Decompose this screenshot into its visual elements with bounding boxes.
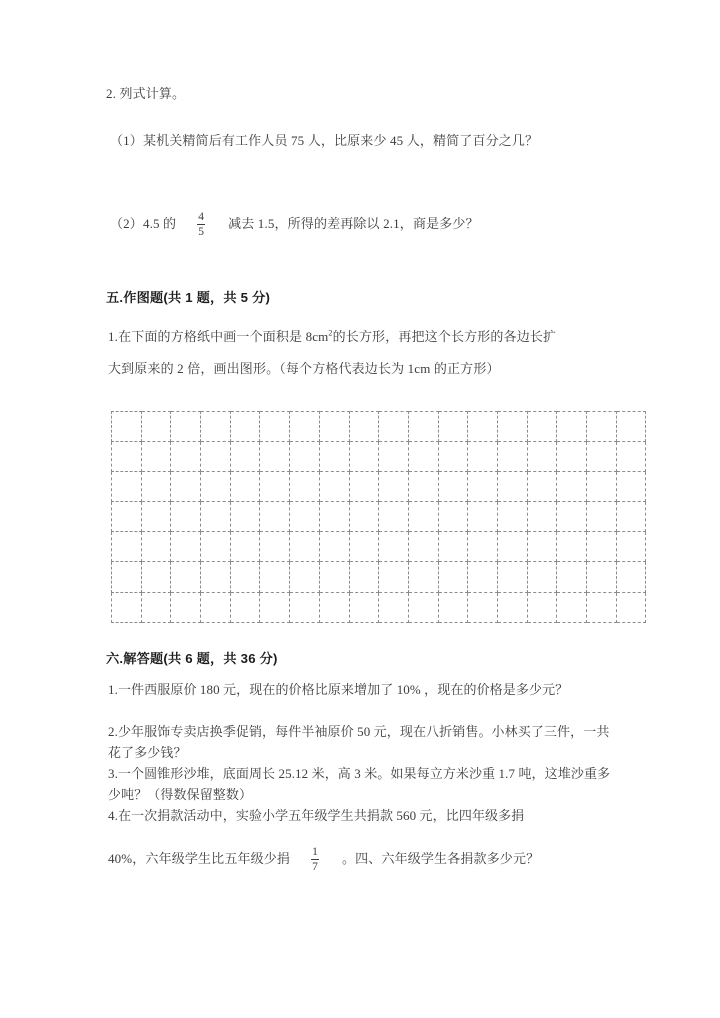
- grid-cell[interactable]: [141, 502, 171, 532]
- grid-cell[interactable]: [616, 412, 646, 442]
- grid-row: [112, 472, 646, 502]
- grid-cell[interactable]: [112, 592, 142, 622]
- grid-cell[interactable]: [260, 472, 290, 502]
- grid-cell[interactable]: [290, 502, 320, 532]
- grid-cell[interactable]: [527, 502, 557, 532]
- grid-cell[interactable]: [171, 442, 201, 472]
- fraction-numerator: 1: [312, 846, 318, 858]
- grid-cell[interactable]: [557, 592, 587, 622]
- section-five-problem-line1: [108, 327, 556, 346]
- problem-3-text: 一个圆锥形沙堆，底面周长 25.12 米，高 3 米。如果每立方米沙重 1.7 吨，这堆沙重多少吨？（得数保留整数）: [108, 766, 611, 802]
- top-item-2-text-after: 减去 1.5，所得的差再除以 2.1，商是多少？: [228, 216, 479, 232]
- problem-2-number: 2.: [108, 724, 118, 739]
- top-item-2-label-text: （2）: [110, 216, 143, 232]
- grid-cell[interactable]: [201, 532, 231, 562]
- grid-cell[interactable]: [616, 532, 646, 562]
- grid-cell[interactable]: [557, 562, 587, 592]
- grid-cell[interactable]: [587, 412, 617, 442]
- grid-cell[interactable]: [171, 472, 201, 502]
- grid-cell[interactable]: [230, 412, 260, 442]
- grid-cell[interactable]: [141, 472, 171, 502]
- grid-cell[interactable]: [587, 442, 617, 472]
- grid-cell[interactable]: [141, 412, 171, 442]
- section-five-problem-text-b: 的长方形，再把这个长方形的各边长扩: [332, 329, 557, 344]
- grid-cell[interactable]: [201, 472, 231, 502]
- grid-cell[interactable]: [408, 592, 438, 622]
- grid-cell[interactable]: [319, 472, 349, 502]
- grid-cell[interactable]: [497, 562, 527, 592]
- grid-cell[interactable]: [379, 472, 409, 502]
- grid-cell[interactable]: [438, 442, 468, 472]
- grid-cell[interactable]: [290, 562, 320, 592]
- grid-paper-body: [112, 412, 646, 623]
- section-five-problem-number: 1.: [108, 329, 119, 344]
- grid-cell[interactable]: [290, 592, 320, 622]
- grid-cell[interactable]: [587, 472, 617, 502]
- top-item-1: [110, 131, 538, 150]
- grid-row: [112, 562, 646, 592]
- grid-cell[interactable]: [141, 592, 171, 622]
- grid-cell[interactable]: [438, 412, 468, 442]
- grid-cell[interactable]: [379, 562, 409, 592]
- grid-cell[interactable]: [379, 502, 409, 532]
- grid-cell[interactable]: [290, 532, 320, 562]
- grid-cell[interactable]: [201, 442, 231, 472]
- grid-cell[interactable]: [438, 472, 468, 502]
- grid-row: [112, 412, 646, 442]
- grid-cell[interactable]: [497, 472, 527, 502]
- section-six-problem-4-line1: [108, 805, 620, 826]
- grid-cell[interactable]: [468, 592, 498, 622]
- fraction-one-seventh: [310, 846, 320, 874]
- grid-cell[interactable]: [230, 532, 260, 562]
- grid-cell[interactable]: [230, 442, 260, 472]
- grid-cell[interactable]: [171, 502, 201, 532]
- grid-cell[interactable]: [527, 562, 557, 592]
- grid-cell[interactable]: [438, 562, 468, 592]
- grid-cell[interactable]: [557, 532, 587, 562]
- grid-cell[interactable]: [349, 592, 379, 622]
- grid-cell[interactable]: [497, 442, 527, 472]
- grid-row: [112, 502, 646, 532]
- grid-cell[interactable]: [201, 592, 231, 622]
- fraction-four-fifths: [196, 211, 206, 239]
- grid-cell[interactable]: [290, 472, 320, 502]
- grid-cell[interactable]: [171, 412, 201, 442]
- grid-cell[interactable]: [616, 592, 646, 622]
- grid-cell[interactable]: [616, 502, 646, 532]
- grid-cell[interactable]: [408, 412, 438, 442]
- grid-cell[interactable]: [527, 442, 557, 472]
- section-six-problem-1: [108, 679, 620, 700]
- grid-cell[interactable]: [527, 472, 557, 502]
- fraction-numerator: 4: [198, 211, 205, 223]
- grid-cell[interactable]: [527, 532, 557, 562]
- grid-cell[interactable]: [230, 592, 260, 622]
- grid-cell[interactable]: [260, 532, 290, 562]
- grid-cell[interactable]: [408, 562, 438, 592]
- grid-cell[interactable]: [171, 562, 201, 592]
- grid-cell[interactable]: [557, 502, 587, 532]
- fraction-denominator: 5: [198, 226, 205, 239]
- grid-cell[interactable]: [349, 442, 379, 472]
- grid-cell[interactable]: [527, 412, 557, 442]
- grid-cell[interactable]: [438, 532, 468, 562]
- grid-row: [112, 592, 646, 622]
- grid-cell[interactable]: [497, 502, 527, 532]
- grid-cell[interactable]: [587, 592, 617, 622]
- grid-cell[interactable]: [319, 562, 349, 592]
- grid-cell[interactable]: [527, 592, 557, 622]
- grid-cell[interactable]: [171, 532, 201, 562]
- top-item-2: [110, 210, 479, 238]
- problem-1-number: 1.: [108, 682, 118, 697]
- grid-cell[interactable]: [141, 532, 171, 562]
- grid-cell[interactable]: [438, 502, 468, 532]
- grid-cell[interactable]: [408, 502, 438, 532]
- section-five-problem-line2: 大到原来的 2 倍，画出图形。（每个方格代表边长为 1cm 的正方形）: [108, 361, 500, 376]
- square-unit-superscript: 2: [328, 328, 333, 338]
- grid-cell[interactable]: [141, 562, 171, 592]
- problem-1-text: 一件西服原价 180 元，现在的价格比原来增加了 10% ，现在的价格是多少元？: [117, 682, 569, 697]
- grid-cell[interactable]: [408, 472, 438, 502]
- grid-cell[interactable]: [141, 442, 171, 472]
- top-section-heading: 2. 列式计算。: [106, 86, 186, 101]
- section-six-problem-3: [108, 763, 620, 805]
- grid-cell[interactable]: [201, 502, 231, 532]
- top-item-1-text: 某机关精简后有工作人员 75 人，比原来少 45 人，精简了百分之几？: [142, 133, 539, 148]
- grid-cell[interactable]: [616, 442, 646, 472]
- grid-cell[interactable]: [497, 532, 527, 562]
- grid-cell[interactable]: [349, 412, 379, 442]
- grid-cell[interactable]: [290, 442, 320, 472]
- grid-cell[interactable]: [201, 412, 231, 442]
- grid-cell[interactable]: [497, 412, 527, 442]
- grid-cell[interactable]: [587, 532, 617, 562]
- grid-cell[interactable]: [112, 502, 142, 532]
- grid-cell[interactable]: [616, 562, 646, 592]
- grid-cell[interactable]: [290, 412, 320, 442]
- grid-cell[interactable]: [230, 472, 260, 502]
- grid-cell[interactable]: [230, 502, 260, 532]
- grid-cell[interactable]: [319, 442, 349, 472]
- grid-paper[interactable]: [111, 411, 646, 623]
- grid-cell[interactable]: [468, 442, 498, 472]
- problem-4-text-before: 在一次捐款活动中，实验小学五年级学生共捐款 560 元，比四年级多捐: [117, 808, 525, 823]
- grid-cell[interactable]: [379, 592, 409, 622]
- grid-cell[interactable]: [319, 592, 349, 622]
- grid-cell[interactable]: [349, 472, 379, 502]
- grid-cell[interactable]: [349, 562, 379, 592]
- grid-cell[interactable]: [349, 502, 379, 532]
- grid-cell[interactable]: [557, 442, 587, 472]
- problem-3-number: 3.: [108, 766, 118, 781]
- grid-cell[interactable]: [260, 412, 290, 442]
- grid-row: [112, 532, 646, 562]
- grid-row: [112, 442, 646, 472]
- grid-cell[interactable]: [557, 472, 587, 502]
- grid-cell[interactable]: [319, 502, 349, 532]
- section-five-heading: 五.作图题(共 1 题，共 5 分): [106, 290, 271, 305]
- top-item-1-label: （1）: [110, 133, 143, 148]
- grid-cell[interactable]: [379, 442, 409, 472]
- grid-cell[interactable]: [557, 412, 587, 442]
- grid-cell[interactable]: [319, 412, 349, 442]
- problem-4-text-after: 。四、六年级学生各捐款多少元？: [342, 851, 540, 867]
- problem-4-number: 4.: [108, 808, 118, 823]
- grid-cell[interactable]: [171, 592, 201, 622]
- section-six-problem-2: [108, 721, 620, 763]
- grid-cell[interactable]: [112, 442, 142, 472]
- grid-cell[interactable]: [408, 532, 438, 562]
- grid-paper-table: [111, 411, 646, 623]
- grid-cell[interactable]: [616, 472, 646, 502]
- grid-cell[interactable]: [379, 412, 409, 442]
- grid-cell[interactable]: [319, 532, 349, 562]
- grid-cell[interactable]: [260, 562, 290, 592]
- grid-cell[interactable]: [468, 502, 498, 532]
- grid-cell[interactable]: [201, 562, 231, 592]
- grid-cell[interactable]: [260, 442, 290, 472]
- grid-cell[interactable]: [379, 532, 409, 562]
- section-five-problem-text-a: 在下面的方格纸中画一个面积是 8cm: [118, 329, 329, 344]
- grid-cell[interactable]: [112, 532, 142, 562]
- grid-cell[interactable]: [438, 592, 468, 622]
- problem-4-text-middle: 40%，六年级学生比五年级少捐: [108, 851, 291, 867]
- grid-cell[interactable]: [349, 532, 379, 562]
- grid-cell[interactable]: [497, 592, 527, 622]
- grid-cell[interactable]: [587, 502, 617, 532]
- grid-cell[interactable]: [468, 562, 498, 592]
- grid-cell[interactable]: [112, 412, 142, 442]
- section-six-problem-4-line2: [108, 845, 539, 873]
- grid-cell[interactable]: [230, 562, 260, 592]
- grid-cell[interactable]: [408, 442, 438, 472]
- grid-cell[interactable]: [112, 562, 142, 592]
- grid-cell[interactable]: [468, 412, 498, 442]
- grid-cell[interactable]: [112, 472, 142, 502]
- fraction-denominator: 7: [312, 861, 318, 874]
- grid-cell[interactable]: [587, 562, 617, 592]
- section-six-heading: 六.解答题(共 6 题，共 36 分): [106, 651, 278, 666]
- problem-2-text: 少年服饰专卖店换季促销，每件半袖原价 50 元，现在八折销售。小林买了三件，一共花了多少钱？: [108, 724, 610, 760]
- top-item-2-text-before: 4.5 的: [142, 216, 177, 232]
- grid-cell[interactable]: [468, 472, 498, 502]
- grid-cell[interactable]: [260, 592, 290, 622]
- grid-cell[interactable]: [260, 502, 290, 532]
- grid-cell[interactable]: [468, 532, 498, 562]
